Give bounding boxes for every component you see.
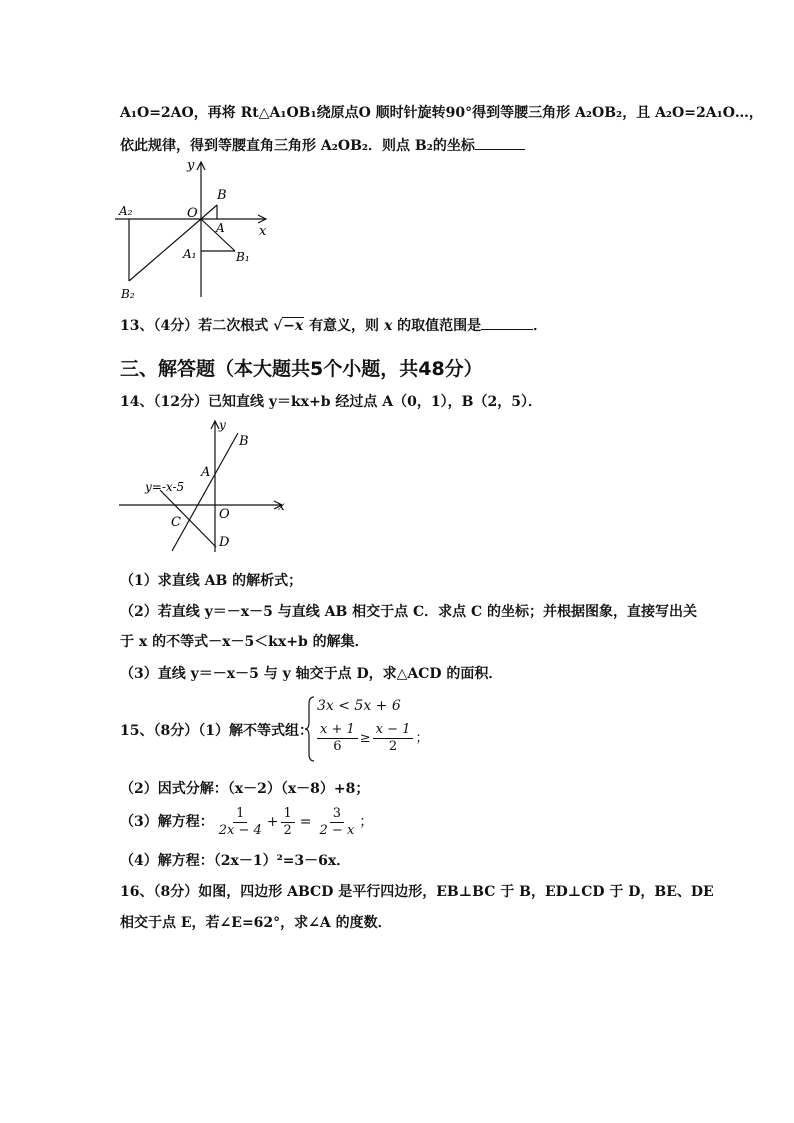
q13-radical (273, 316, 304, 336)
q13-end: ． (533, 318, 548, 334)
q15-p3-frac-1-num: 1 (233, 806, 247, 823)
q12-label-b: B (217, 188, 227, 203)
q14-line-y-neg-x-5 (160, 490, 216, 547)
q15-p3-plus: + (266, 814, 279, 830)
section-3-heading: 三、解答题（本大题共5个小题，共48分） (120, 358, 483, 380)
q12-label-b1: B₁ (236, 250, 250, 264)
q15-p3-eq: = (299, 814, 312, 830)
q14-part-1: （1）求直线 AB 的解析式； (120, 573, 303, 589)
q14-label-eq: y=-x-5 (145, 480, 185, 494)
q14-part-2-line-1: （2）若直线 y＝－x－5 与直线 AB 相交于点 C．求点 C 的坐标；并根据图象，直接写出关 (120, 604, 698, 620)
q15-part-2: （2）因式分解：（x－2）（x－8）+8； (120, 781, 370, 797)
q15-p3-frac-3 (317, 806, 358, 839)
q12-label-b2: B₂ (121, 287, 135, 301)
q12-label-o: O (187, 206, 198, 221)
q15-p3-frac-3-num: 3 (330, 806, 344, 823)
q13-answer-blank[interactable] (481, 315, 533, 330)
q12-answer-blank[interactable] (475, 135, 525, 150)
q15-p3-frac-2-num: 1 (281, 806, 295, 823)
q15-part-3 (120, 804, 373, 840)
q15-p3-frac-1 (216, 806, 265, 839)
q13-radicand: −x (283, 318, 304, 334)
q15-prefix (120, 721, 313, 741)
q13-prefix: 13、（4分）若二次根式 (120, 318, 269, 334)
q14-label-b: B (239, 434, 249, 449)
q12-line-2-text: 依此规律，得到等腰直角三角形 A₂OB₂．则点 B₂的坐标 (120, 138, 475, 154)
q12-label-a: A (216, 221, 225, 235)
q14-part-3: （3）直线 y＝－x－5 与 y 轴交于点 D，求△ACD 的面积． (120, 666, 503, 682)
q13-middle: 有意义，则 (309, 318, 380, 334)
q14-stem: 14、（12分）已知直线 y＝kx+b 经过点 A（0，1），B（2，5）． (120, 394, 542, 410)
q13-var: x (383, 318, 393, 334)
q15-frac-2 (373, 722, 414, 755)
q15-frac-1-den: 6 (333, 739, 342, 754)
q12-label-a2: A₂ (119, 204, 133, 218)
q12-line-1: A₁O=2AO，再将 Rt△A₁OB₁绕原点O 顺时针旋转90°得到等腰三角形 A₂OB₂，且 A₂O=2A₁O…， (120, 105, 763, 121)
q15-p3-frac-1-den: 2x − 4 (218, 822, 262, 838)
q15-p3-end: ； (359, 814, 374, 830)
q12-segment-ob (201, 205, 217, 219)
q15-ineq-2 (315, 722, 428, 755)
q15-prefix-text: 15、（8分）（1）解不等式组： (120, 723, 313, 739)
q13-line (120, 315, 547, 336)
q15-part-4: （4）解方程：（2x－1）²=3－6x． (120, 853, 351, 869)
q12-label-a1: A₁ (183, 247, 197, 261)
q14-label-y: y (219, 418, 226, 432)
q14-figure (115, 418, 295, 558)
q16-line-2: 相交于点 E，若∠E=62°，求∠A 的度数． (120, 915, 392, 931)
q16-line-1: 16、（8分）如图，四边形 ABCD 是平行四边形，EB⊥BC 于 B，ED⊥CD 于 D，BE、DE (120, 884, 714, 900)
q15-p3-frac-3-den: 2 − x (319, 822, 355, 838)
q12-label-x: x (259, 224, 267, 239)
q15-part-3-prefix: （3）解方程： (120, 814, 214, 830)
q14-label-c: C (171, 515, 181, 530)
q14-label-d: D (219, 535, 230, 550)
q15-frac-1 (317, 722, 358, 755)
q12-label-y: y (187, 158, 195, 173)
q12-figure (115, 155, 275, 305)
q12-line-2 (120, 135, 525, 156)
q15-frac-2-num: x − 1 (373, 722, 414, 739)
q14-part-2-line-2: 于 x 的不等式－x－5＜kx+b 的解集． (120, 634, 369, 650)
brace-icon (305, 696, 315, 762)
q15-ineq-end: ； (415, 731, 429, 746)
q15-p3-frac-2 (281, 806, 295, 839)
q15-frac-2-den: 2 (388, 739, 398, 754)
q14-label-a: A (201, 465, 211, 480)
q15-ge: ≥ (359, 731, 371, 746)
q15-ineq-1: 3x < 5x + 6 (317, 698, 401, 714)
q15-frac-1-num: x + 1 (317, 722, 358, 739)
q14-label-x: x (278, 499, 285, 513)
sqrt-sign-icon: √ (273, 318, 283, 334)
q14-label-o: O (219, 507, 230, 522)
q15-p3-frac-2-den: 2 (283, 822, 292, 838)
q13-suffix: 的取值范围是 (397, 318, 482, 334)
